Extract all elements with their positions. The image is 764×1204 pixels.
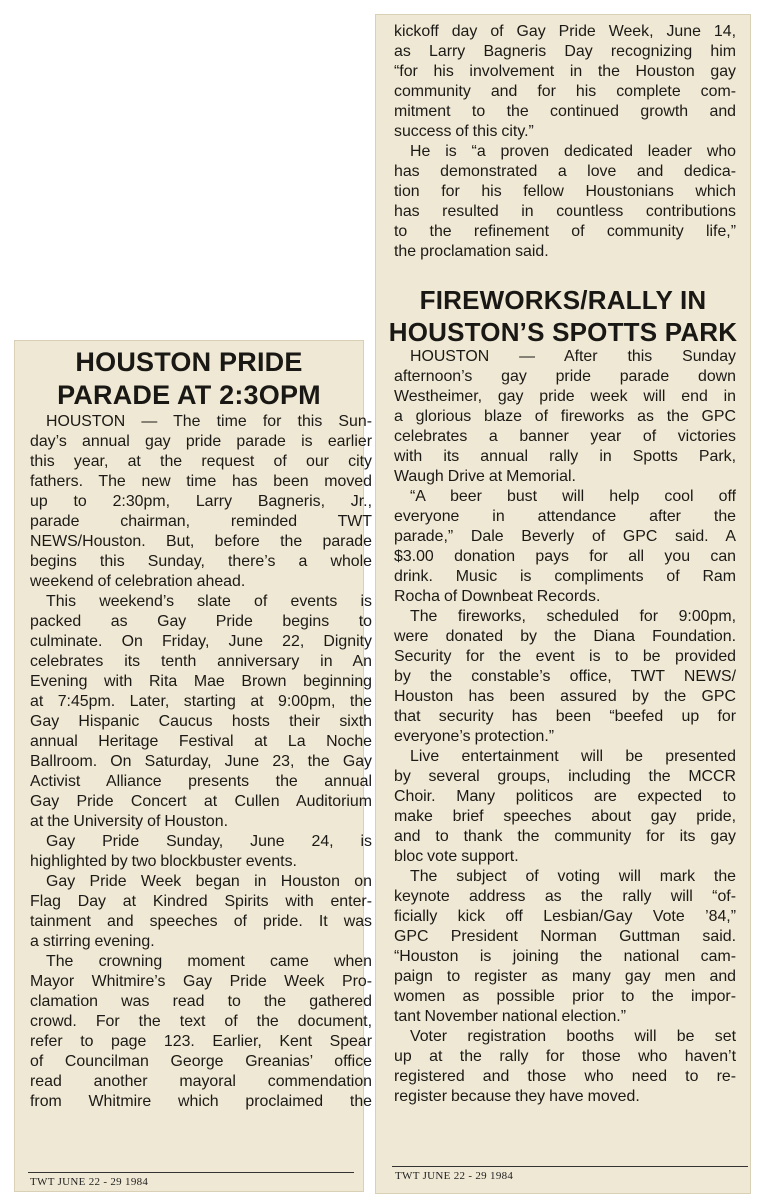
text-line: Gay Hispanic Caucus hosts their sixth [30, 713, 372, 730]
text-line: “A beer bust will help cool off [410, 488, 736, 505]
text-line: has demonstrated a love and dedica- [394, 163, 736, 180]
text-line: of Councilman George Greanias’ office [30, 1053, 372, 1070]
text-line: up to 2:30pm, Larry Bagneris, Jr., [30, 493, 372, 510]
text-line: keynote address as the rally will “of- [394, 888, 736, 905]
text-line: at 7:45pm. Later, starting at 9:00pm, the [30, 693, 372, 710]
left-article-body [30, 412, 372, 1112]
text-line: begins this Sunday, there’s a whole [30, 553, 372, 570]
right-article-body [394, 347, 736, 1107]
text-line: register because they have moved. [394, 1088, 640, 1105]
text-line: a glorious blaze of fireworks as the GPC [394, 408, 736, 425]
footer-left: TWT JUNE 22 - 29 1984 [30, 1176, 149, 1188]
text-line: GPC President Norman Guttman said. [394, 928, 736, 945]
text-line: “Houston is joining the national cam- [394, 948, 736, 965]
text-line: were donated by the Diana Foundation. [394, 628, 736, 645]
text-line: Activist Alliance presents the annual [30, 773, 372, 790]
right-article-clipping [375, 14, 751, 1194]
text-line: The crowning moment came when [46, 953, 372, 970]
text-line: bloc vote support. [394, 848, 519, 865]
text-line: a stirring evening. [30, 933, 155, 950]
text-line: with its annual rally in Spotts Park, [394, 448, 736, 465]
text-line: celebrates a banner year of victories [394, 428, 736, 445]
text-line: by the constable’s office, TWT NEWS/ [394, 668, 736, 685]
text-line: from Whitmire which proclaimed the [30, 1093, 372, 1110]
text-line: Security for the event is to be provided [394, 648, 736, 665]
footer-right: TWT JUNE 22 - 29 1984 [395, 1170, 514, 1182]
text-line: ficially kick off Lesbian/Gay Vote ’84,” [394, 908, 736, 925]
text-line: Live entertainment will be presented [410, 748, 736, 765]
text-line: drink. Music is compliments of Ram [394, 568, 736, 585]
text-line: that security has been “beefed up for [394, 708, 736, 725]
text-line: Houston has been assured by the GPC [394, 688, 736, 705]
text-line: NEWS/Houston. But, before the parade [30, 533, 372, 550]
text-line: annual Heritage Festival at La Noche [30, 733, 372, 750]
left-article-headline [14, 346, 364, 412]
text-line: tant November national election.” [394, 1008, 626, 1025]
text-line: parade chairman, reminded TWT [30, 513, 372, 530]
left-article-clipping [14, 340, 372, 1192]
text-line: HOUSTON — After this Sunday [410, 348, 736, 365]
text-line: everyone’s protection.” [394, 728, 555, 745]
text-line: parade,” Dale Beverly of GPC said. A [394, 528, 736, 545]
text-line: This weekend’s slate of events is [46, 593, 372, 610]
text-line: mitment to the continued growth and [394, 103, 736, 120]
text-line: has resulted in countless contributions [394, 203, 736, 220]
text-line: the proclamation said. [394, 243, 549, 260]
text-line: Gay Pride Concert at Cullen Auditorium [30, 793, 372, 810]
footer-rule-left [28, 1172, 354, 1173]
text-line: crowd. For the text of the document, [30, 1013, 372, 1030]
text-line: success of this city.” [394, 123, 534, 140]
headline-line: FIREWORKS/RALLY IN [419, 285, 707, 315]
text-line: community and for his complete com- [394, 83, 736, 100]
text-line: weekend of celebration ahead. [30, 573, 246, 590]
text-line: paign to register as many gay men and [394, 968, 736, 985]
text-line: afternoon’s gay pride parade down [394, 368, 736, 385]
headline-line: HOUSTON’S SPOTTS PARK [388, 317, 738, 347]
headline-line: PARADE AT 2:3OPM [57, 380, 321, 410]
text-line: $3.00 donation pays for all you can [394, 548, 736, 565]
text-line: fathers. The new time has been moved [30, 473, 372, 490]
text-line: by several groups, including the MCCR [394, 768, 736, 785]
text-line: at the University of Houston. [30, 813, 229, 830]
text-line: packed as Gay Pride begins to [30, 613, 372, 630]
continued-article-body [394, 22, 736, 262]
text-line: to the refinement of community life,” [394, 223, 736, 240]
text-line: and to thank the community for its gay [394, 828, 736, 845]
text-line: highlighted by two blockbuster events. [30, 853, 297, 870]
footer-rule-right [392, 1166, 748, 1167]
text-line: Evening with Rita Mae Brown beginning [30, 673, 372, 690]
text-line: this year, at the request of our city [30, 453, 372, 470]
text-line: up at the rally for those who haven’t [394, 1048, 736, 1065]
text-line: The fireworks, scheduled for 9:00pm, [410, 608, 736, 625]
text-line: registered and those who need to re- [394, 1068, 736, 1085]
text-line: as Larry Bagneris Day recognizing him [394, 43, 736, 60]
text-line: tion for his fellow Houstonians which [394, 183, 736, 200]
text-line: Flag Day at Kindred Spirits with enter- [30, 893, 372, 910]
text-line: He is “a proven dedicated leader who [410, 143, 736, 160]
text-line: Rocha of Downbeat Records. [394, 588, 601, 605]
text-line: read another mayoral commendation [30, 1073, 372, 1090]
text-line: Mayor Whitmire’s Gay Pride Week Pro- [30, 973, 372, 990]
text-line: Ballroom. On Saturday, June 23, the Gay [30, 753, 372, 770]
text-line: Choir. Many politicos are expected to [394, 788, 736, 805]
text-line: Waugh Drive at Memorial. [394, 468, 576, 485]
text-line: women as possible prior to the impor- [394, 988, 736, 1005]
text-line: make brief speeches about gay pride, [394, 808, 736, 825]
text-line: Gay Pride Week began in Houston on [46, 873, 372, 890]
right-article-headline [375, 284, 751, 348]
text-line: HOUSTON — The time for this Sun- [46, 413, 372, 430]
text-line: tainment and speeches of pride. It was [30, 913, 372, 930]
text-line: kickoff day of Gay Pride Week, June 14, [394, 23, 736, 40]
text-line: Westheimer, gay pride week will end in [394, 388, 736, 405]
text-line: everyone in attendance after the [394, 508, 736, 525]
text-line: culminate. On Friday, June 22, Dignity [30, 633, 372, 650]
headline-line: HOUSTON PRIDE [75, 347, 303, 377]
text-line: day’s annual gay pride parade is earlier [30, 433, 372, 450]
text-line: The subject of voting will mark the [410, 868, 736, 885]
text-line: Voter registration booths will be set [410, 1028, 736, 1045]
text-line: “for his involvement in the Houston gay [394, 63, 736, 80]
text-line: clamation was read to the gathered [30, 993, 372, 1010]
text-line: celebrates its tenth anniversary in An [30, 653, 372, 670]
text-line: Gay Pride Sunday, June 24, is [46, 833, 372, 850]
text-line: refer to page 123. Earlier, Kent Spear [30, 1033, 372, 1050]
